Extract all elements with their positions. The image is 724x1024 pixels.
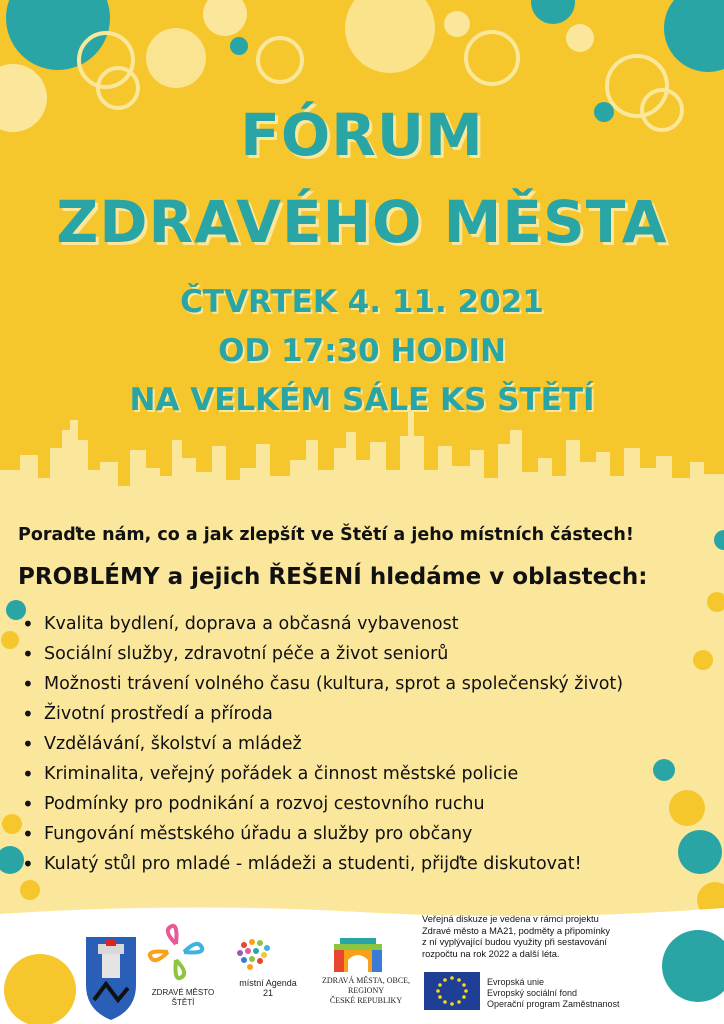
list-item: • Fungování městského úřadu a služby pro občany <box>22 820 712 850</box>
event-place: NA VELKÉM SÁLE KS ŠTĚTÍ <box>129 382 595 418</box>
cream-ring <box>466 32 518 84</box>
healthy-city-caption-line: ŠTĚTÍ <box>171 998 195 1007</box>
project-note <box>422 914 722 960</box>
cream-dot <box>345 0 435 73</box>
eu-caption-line: Evropská unie <box>487 977 545 987</box>
list-item: • Možnosti trávení volného času (kultura, sprot a společenský život) <box>22 670 712 700</box>
city-crest-logo <box>86 937 136 1020</box>
yellow-dot <box>4 954 76 1024</box>
teal-dot <box>230 37 248 55</box>
list-item: • Kvalita bydlení, doprava a občasná vybavenost <box>22 610 712 640</box>
topics-list <box>22 610 712 880</box>
eu-caption-line: Operační program Zaměstnanost <box>487 999 620 1009</box>
teal-dot <box>664 0 724 72</box>
project-note-line: z ní vyplývající budou využity při sestavování <box>422 937 607 947</box>
eu-flag-logo <box>424 972 480 1010</box>
list-item: • Kriminalita, veřejný pořádek a činnost městské policie <box>22 760 712 790</box>
cream-dot <box>566 24 594 52</box>
cream-dot <box>444 11 470 37</box>
yellow-dot <box>2 814 22 834</box>
nszm-caption <box>318 976 414 1006</box>
eu-caption <box>487 977 687 1010</box>
list-item: • Podmínky pro podnikání a rozvoj cestovního ruchu <box>22 790 712 820</box>
project-note-line: rozpočtu na rok 2022 a další léta. <box>422 948 560 959</box>
nszm-caption-line: ZDRAVÁ MĚSTA, OBCE, REGIONY <box>321 976 411 995</box>
title-line-2: ZDRAVÉHO MĚSTA <box>56 188 668 256</box>
eu-caption-line: Evropský sociální fond <box>487 988 578 998</box>
yellow-dot <box>1 631 19 649</box>
cream-dot <box>146 28 206 88</box>
project-note-line: Zdravé město a MA21, podměty a připomínky <box>422 925 611 936</box>
list-item: • Vzdělávání, školství a mládež <box>22 730 712 760</box>
nszm-caption-line: ČESKÉ REPUBLIKY <box>329 996 403 1005</box>
yellow-dot <box>20 880 40 900</box>
healthy-city-caption-line: ZDRAVÉ MĚSTO <box>151 988 215 997</box>
agenda21-caption: místní Agenda 21 <box>239 978 297 998</box>
title-line-1: FÓRUM <box>240 101 484 169</box>
list-item: • Životní prostředí a příroda <box>22 700 712 730</box>
event-time: OD 17:30 HODIN <box>218 333 506 369</box>
list-item: • Sociální služby, zdravotní péče a život seniorů <box>22 640 712 670</box>
nszm-logo <box>334 938 382 972</box>
healthy-city-caption <box>138 988 228 1008</box>
list-item: • Kulatý stůl pro mladé - mládeži a studenti, přijďte diskutovat! <box>22 850 712 880</box>
event-date: ČTVRTEK 4. 11. 2021 <box>180 284 544 320</box>
intro-text: Poraďte nám, co a jak zlepšít ve Štětí a jeho místních částech! <box>18 525 634 545</box>
teal-dot <box>531 0 575 24</box>
cream-ring <box>258 38 302 82</box>
cream-dot <box>203 0 247 36</box>
topics-heading: PROBLÉMY a jejich ŘEŠENÍ hledáme v oblastech: <box>18 564 648 590</box>
project-note-line: Veřejná diskuze je vedena v rámci projektu <box>422 914 599 924</box>
